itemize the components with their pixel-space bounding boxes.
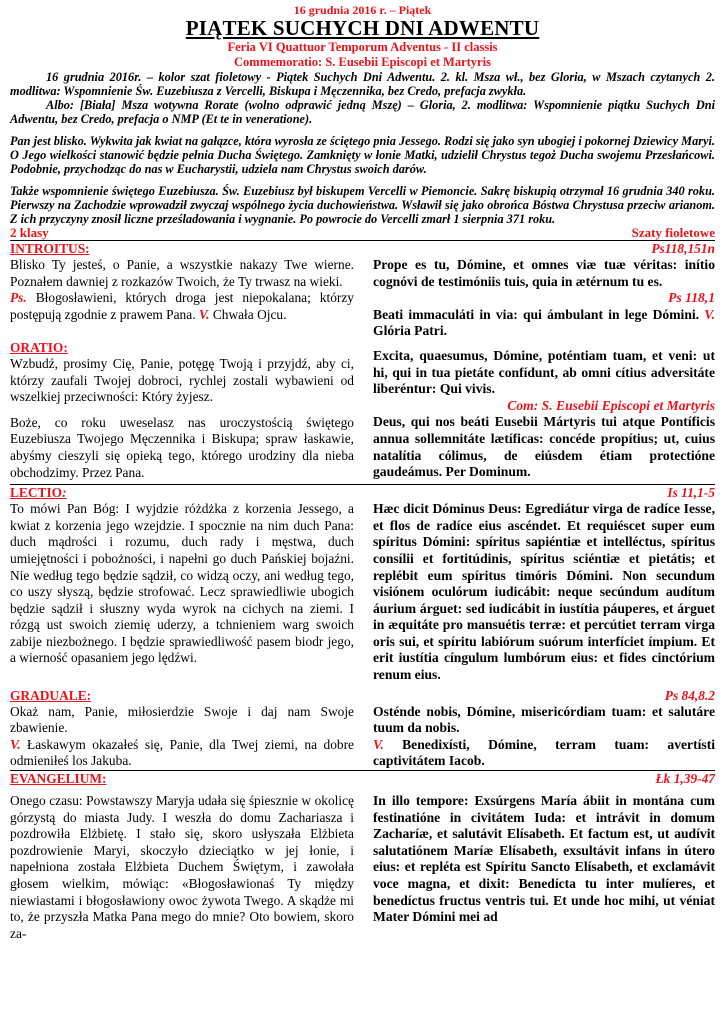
versicle-marker: V. <box>704 306 715 322</box>
lectio-header <box>10 484 715 501</box>
evangelium-ref: Łk 1,39-47 <box>655 771 715 787</box>
oratio-la-1: Excita, quaesumus, Dómine, poténtiam tuam, et veni: ut hi, qui in tua pietáte confídunt, ab omni cítius adversitáte liberéntur: Qui vivis. <box>373 347 715 397</box>
oratio-polish <box>10 340 354 481</box>
commemoratio-ref: Com: S. Eusebii Episcopi et Martyris <box>507 397 715 413</box>
evangelium-latin: In illo tempore: Exsúrgens María ábiit in montána cum festinatióne in civitátem Iuda: et intrávit in domum Zacharíæ, et salutávit Elísabeth. Et factum est, ut audívit salutatiónem Maríæ Elísabeth, exsultávit infans in útero eius: et repléta est Spíritu Sancto Elísabeth, et exclamávit voce magna, et dixit: Benedícta tu inter mulíeres, et benedíctus fructus ventris tui. Et unde hoc mihi, ut véniat Mater Dómini mei ad <box>373 793 715 925</box>
missal-page <box>10 0 715 942</box>
lectio-latin: Hæc dicit Dóminus Deus: Egrediátur virga de radíce Iesse, et flos de radíce eius ascéndet. Et requiéscet super eum spíritus Dómini: spíritus sapiéntiæ et intelléctus, spíritus consílii et fortitúdinis, spíritus sciéntiæ et pietátis; et replébit eum spíritus timóris Dómini. Non secundum visiónem oculórum iudicábit: neque secúndum audítum áurium árguet: sed iudicábit in iustítia páuperes, et árguet in æquitáte pro mansuétis terræ: et percútiet terram virga oris sui, et spíritu labiórum suórum interfíciet ímpium. Et erit iustítia cíngulum lumbórum eius: et fides cinctórium renum eius. <box>373 501 715 683</box>
oratio-section <box>10 340 715 481</box>
class-label: 2 klasy <box>10 225 49 240</box>
lectio-ref: Is 11,1-5 <box>667 485 715 501</box>
feria-line: Feria VI Quattuor Temporum Adventus - II classis <box>227 40 498 54</box>
lectio-section <box>10 501 715 684</box>
lectio-polish: To mówi Pan Bóg: I wyjdzie różdżka z korzenia Jessego, a kwiat z korzenia jego wzejdzie. I spocznie na nim duch Pana: duch mądrości i rozumu, duch rady i męstwa, duch umiejętności i pobożności, i napełni go duch Pańskiej bojaźni. Nie według tego będzie sądził, co widzą oczy, ani według tego, co uszy słyszą, będzie strofować. Lecz sprawiedliwie ubogich będzie sądził i słuszny wyda wyrok na cichych na ziemi. I rózgą ust swoich ziemię uderzy, a tchnieniem warg swoich zabije niezbożnego. I będzie sprawiedliwość pasem biodr jego, a wierność opasaniem jego lędźwi. <box>10 501 354 666</box>
oratio-latin <box>373 340 715 481</box>
intro-paragraph-2: Albo: [Biała] Msza wotywna Rorate (wolno odprawić jedną Mszę) – Gloria, 2. modlitwa: Wspomnienie piątku Suchych Dni Adwentu, bez Credo, prefacja o NMP (Et te in veneratione). <box>10 98 715 126</box>
commemoratio-line: Commemoratio: S. Eusebii Episcopi et Martyris <box>234 55 491 69</box>
introitus-pl-psalm: Ps. Błogosławieni, których droga jest niepokalana; którzy postępują zgodnie z prawem Pana. V. Chwała Ojcu. <box>10 290 354 322</box>
introitus-label: INTROITUS: <box>10 241 90 256</box>
graduale-polish: Okaż nam, Panie, miłosierdzie Swoje i daj nam Swoje zbawienie. V. Łaskawym okazałeś się, Panie, dla Twej ziemi, na dobre odmieniłeś los Jakuba. <box>10 703 354 769</box>
ps-marker: Ps. <box>10 290 27 306</box>
introitus-ref: Ps118,151n <box>651 241 715 256</box>
oratio-label: ORATIO: <box>10 339 68 355</box>
introitus-la-antiphon: Prope es tu, Dómine, et omnes viæ tuæ véritas: inítio cognóvi de testimóniis tuis, quia in ætérnum tu es. <box>373 257 715 289</box>
evangelium-polish: Onego czasu: Powstawszy Maryja udała się śpiesznie w okolicę górzystą do miasta Judy. I weszła do domu Zachariasza i pozdrowiła Elżbietę. I stało się, skoro usłyszała Elżbieta pozdrowienie Maryi, skoczyło dzieciątko w jej łonie, i napełniona została Elżbieta Duchem Świętym, i zawołała głosem wielkim, mówiąc: «Błogosławionaś Ty między niewiastami i błogosławiony owoc żywota Twego. A skądże mi to, że przyszła Matka Pana mego do mnie? Oto bowiem, skoro za- <box>10 793 354 941</box>
intro-paragraph-3: Pan jest blisko. Wykwita jak kwiat na gałązce, która wyrosła ze ściętego pnia Jessego. Rodzi się jako syn ubogiej i pokornej Dziewicy Maryi. O Jego wielkości stanowić będzie pełnia Ducha Świętego. Zamknięty w łonie Matki, udzielił Chrystus tegoż Ducha swojemu Przesłańcowi. Podobnie, przychodząc do nas w Eucharystii, udziela nam Chrystus swoich darów. <box>10 134 715 176</box>
versicle-marker: V. <box>373 736 384 752</box>
oratio-pl-2: Boże, co roku uweselasz nas uroczystością świętego Euzebiusza Twojego Męczennika i Biskupa; spraw łaskawie, abyśmy cieszyli się opieką tego, którego urodziny dla nieba obchodzimy. Przez Pana. <box>10 414 354 480</box>
introitus-header <box>10 241 715 257</box>
introitus-polish <box>10 257 354 340</box>
lectio-label: LECTIO: <box>10 485 67 501</box>
introitus-section <box>10 257 715 340</box>
date-line: 16 grudnia 2016 r. – Piątek <box>293 3 432 17</box>
introitus-la-ref: Ps 118,1 <box>668 290 715 306</box>
oratio-pl-1: Wzbudź, prosimy Cię, Panie, potęgę Twoją i przyjdź, aby ci, którzy zaufali Twojej dobroci, rychlej zostali wybawieni od wszelkiej przeciwności: Który żyjesz. <box>10 355 354 405</box>
versicle-marker: V. <box>10 736 21 752</box>
introitus-la-psalm: Beati immaculáti in via: qui ámbulant in lege Dómini. V. Glória Patri. <box>373 306 715 339</box>
evangelium-section <box>10 793 715 942</box>
class-bar <box>10 226 715 241</box>
oratio-la-2: Deus, qui nos beáti Eusebii Mártyris tui atque Pontíficis annua sollemnitáte lætíficas: concéde propítius; ut, cuius natalítia cólimus, de eiúsdem étiam protectióne gaudeámus. Per Dominum. <box>373 414 715 480</box>
intro-paragraph-4: Także wspomnienie świętego Euzebiusza. Św. Euzebiusz był biskupem Vercelli w Piemoncie. Sakrę biskupią otrzymał 16 grudnia 340 roku. Pierwszy na Zachodzie wprowadził zwyczaj wspólnego życia duchowieństwa. Wsławił się jako obrońca Bóstwa Chrystusa przeciw arianom. Z ich przyczyny znosił liczne prześladowania i wygnanie. Po powrocie do Vercelli zmarł 1 sierpnia 371 roku. <box>10 184 715 226</box>
vestment-color-label: Szaty fioletowe <box>631 225 715 240</box>
introitus-latin <box>373 257 715 340</box>
intro-paragraph-1: 16 grudnia 2016r. – kolor szat fioletowy - Piątek Suchych Dni Adwentu. 2. kl. Msza wł., bez Gloria, w Mszach czytanych 2. modlitwa: Wspomnienie Św. Euzebiusza z Vercelli, Biskupa i Męczennika, bez Credo, prefacja zwykła. <box>10 70 715 98</box>
graduale-ref: Ps 84,8.2 <box>664 687 715 703</box>
graduale-section <box>10 704 715 770</box>
graduale-latin: Osténde nobis, Dómine, misericórdiam tuam: et salutáre tuum da nobis. V. Benedixísti, Dómine, terram tuam: avertísti captivitátem Iacob. <box>373 703 715 769</box>
introitus-pl-antiphon: Blisko Ty jesteś, o Panie, a wszystkie nakazy Twe wierne. Poznałem dawniej z rozkazów Twoich, że Ty trwasz na wieki. <box>10 257 354 289</box>
evangelium-label: EVANGELIUM: <box>10 771 107 787</box>
evangelium-header <box>10 770 715 787</box>
page-title: PIĄTEK SUCHYCH DNI ADWENTU <box>185 16 540 40</box>
graduale-label: GRADUALE: <box>10 687 92 703</box>
versicle-marker: V. <box>198 306 210 322</box>
graduale-header <box>10 688 715 704</box>
